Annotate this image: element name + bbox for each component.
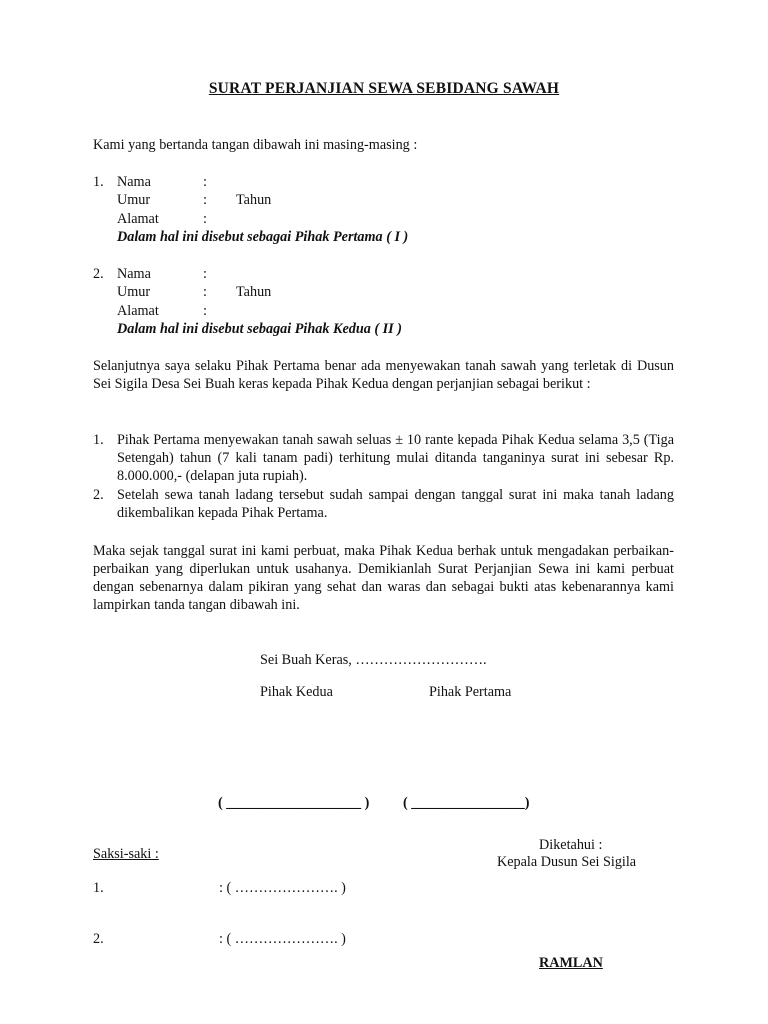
- party-two-umur-colon: :: [203, 284, 207, 300]
- paragraph-one: Selanjutnya saya selaku Pihak Pertama benar ada menyewakan tanah sawah yang terletak di Dusun Sei Sigila Desa Sei Buah keras kepada Pihak Kedua dengan perjanjian sebagai berikut :: [93, 358, 674, 392]
- party-one-alamat-colon: :: [203, 211, 207, 227]
- witness-one-line: : ( …………………. ): [219, 880, 346, 896]
- party-one-number: 1.: [93, 174, 104, 190]
- witness-two-number: 2.: [93, 931, 104, 947]
- party-one-nama-label: Nama: [117, 174, 151, 190]
- document-title: SURAT PERJANJIAN SEWA SEBIDANG SAWAH: [208, 80, 560, 97]
- party-two-tahun: Tahun: [236, 284, 272, 300]
- party-one-umur-colon: :: [203, 192, 207, 208]
- place-date: Sei Buah Keras, ……………………….: [260, 652, 487, 668]
- term-one-number: 1.: [93, 432, 104, 448]
- party-two-number: 2.: [93, 266, 104, 282]
- acknowledged-title: Kepala Dusun Sei Sigila: [497, 854, 637, 870]
- party-one-nama-colon: :: [203, 174, 207, 190]
- witnesses-label: Saksi-saki :: [93, 846, 159, 862]
- party-two-umur-label: Umur: [117, 284, 151, 300]
- signature-left-line: ( ___________________ ): [218, 795, 370, 811]
- term-one-text: Pihak Pertama menyewakan tanah sawah seluas ± 10 rante kepada Pihak Kedua selama 3,5 (Tiga Setengah) tahun (7 kali tanam padi) terhitung mulai ditanda tanganinya surat ini sebesar Rp. 8.000.000,- (delapan juta rupiah).: [117, 432, 674, 484]
- party-two-nama-label: Nama: [117, 266, 151, 282]
- acknowledged-label: Diketahui :: [539, 837, 603, 853]
- witness-two-line: : ( …………………. ): [219, 931, 346, 947]
- signature-right-label: Pihak Pertama: [429, 684, 512, 700]
- party-one-alamat-label: Alamat: [117, 211, 159, 227]
- term-two-text: Setelah sewa tanah ladang tersebut sudah sampai dengan tanggal surat ini maka tanah ladang dikembalikan kepada Pihak Pertama.: [117, 487, 674, 521]
- signature-left-label: Pihak Kedua: [260, 684, 333, 700]
- party-one-description: Dalam hal ini disebut sebagai Pihak Pertama ( I ): [117, 229, 409, 245]
- signature-right-line: ( ________________): [403, 795, 530, 811]
- party-two-description: Dalam hal ini disebut sebagai Pihak Kedua ( II ): [117, 321, 402, 337]
- term-two-number: 2.: [93, 487, 104, 503]
- party-two-alamat-colon: :: [203, 303, 207, 319]
- party-two-alamat-label: Alamat: [117, 303, 159, 319]
- witness-one-number: 1.: [93, 880, 104, 896]
- party-two-nama-colon: :: [203, 266, 207, 282]
- party-one-umur-label: Umur: [117, 192, 151, 208]
- intro-text: Kami yang bertanda tangan dibawah ini masing-masing :: [93, 137, 418, 153]
- paragraph-two: Maka sejak tanggal surat ini kami perbuat, maka Pihak Kedua berhak untuk mengadakan perbaikan-perbaikan yang diperlukan untuk usahanya. Demikianlah Surat Perjanjian Sewa ini kami perbuat dengan sebenarnya dalam pikiran yang sehat dan waras dan sebagai bukti atas kebenarannya kami lampirkan tanda tangan dibawah ini.: [93, 543, 674, 613]
- acknowledged-name: RAMLAN: [539, 955, 603, 971]
- party-one-tahun: Tahun: [236, 192, 272, 208]
